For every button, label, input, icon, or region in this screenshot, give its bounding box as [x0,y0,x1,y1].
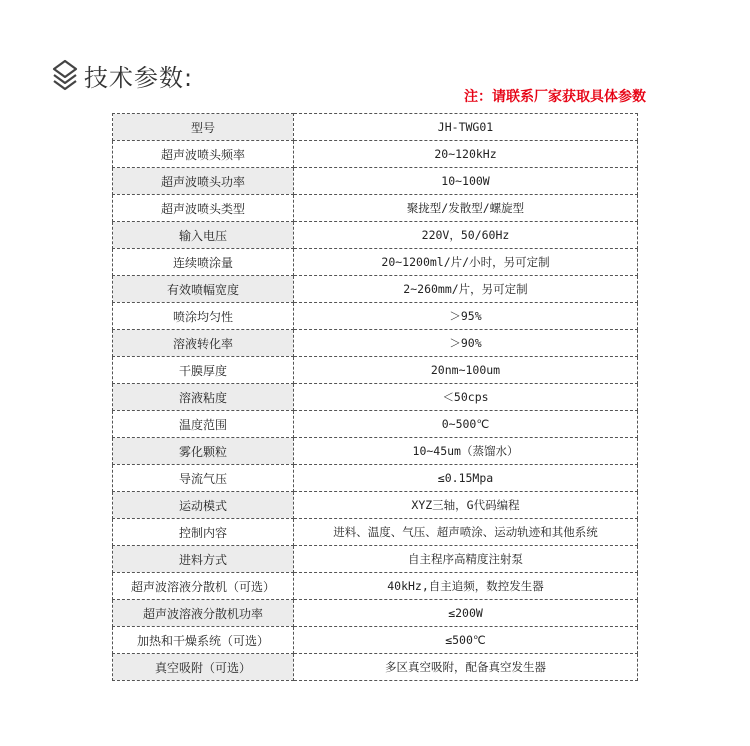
spec-value: 2~260mm/片，另可定制 [294,276,638,303]
spec-label: 控制内容 [113,519,294,546]
table-row [113,384,638,411]
spec-label: 超声波喷头频率 [113,141,294,168]
spec-value: 自主程序高精度注射泵 [294,546,638,573]
spec-label: 型号 [113,114,294,141]
spec-label: 温度范围 [113,411,294,438]
table-row [113,195,638,222]
table-row [113,465,638,492]
spec-value: JH-TWG01 [294,114,638,141]
spec-value: 20~120kHz [294,141,638,168]
table-row [113,546,638,573]
table-row [113,357,638,384]
spec-label: 超声波溶液分散机功率 [113,600,294,627]
table-row [113,627,638,654]
spec-label: 进料方式 [113,546,294,573]
spec-label: 连续喷涂量 [113,249,294,276]
spec-label: 溶液转化率 [113,330,294,357]
layered-diamond-icon [52,59,78,93]
spec-label: 超声波溶液分散机（可选） [113,573,294,600]
table-row [113,573,638,600]
spec-label: 雾化颗粒 [113,438,294,465]
table-row [113,276,638,303]
table-row [113,222,638,249]
spec-label: 导流气压 [113,465,294,492]
spec-value: ≤500℃ [294,627,638,654]
spec-value: 聚拢型/发散型/螺旋型 [294,195,638,222]
table-row [113,114,638,141]
section-title: 技术参数: [84,64,194,92]
spec-value: 20~1200ml/片/小时，另可定制 [294,249,638,276]
section-header [52,58,193,93]
contact-note: 注：请联系厂家获取具体参数 [464,89,646,105]
spec-value: 20nm~100um [294,357,638,384]
spec-value: 10~45um（蒸馏水） [294,438,638,465]
table-row [113,492,638,519]
spec-value: ＞90% [294,330,638,357]
spec-label: 超声波喷头功率 [113,168,294,195]
spec-label: 加热和干燥系统（可选） [113,627,294,654]
table-row [113,141,638,168]
spec-label: 输入电压 [113,222,294,249]
table-row [113,168,638,195]
table-row [113,438,638,465]
spec-label: 喷涂均匀性 [113,303,294,330]
spec-value: ＜50cps [294,384,638,411]
spec-value: ≤0.15Mpa [294,465,638,492]
table-row [113,330,638,357]
table-row [113,249,638,276]
table-row [113,303,638,330]
spec-label: 真空吸附（可选） [113,654,294,681]
spec-value: ＞95% [294,303,638,330]
spec-value: 0~500℃ [294,411,638,438]
spec-value: 进料、温度、气压、超声喷涂、运动轨迹和其他系统 [294,519,638,546]
spec-value: 多区真空吸附，配备真空发生器 [294,654,638,681]
spec-value: 40kHz,自主追频，数控发生器 [294,573,638,600]
spec-label: 有效喷幅宽度 [113,276,294,303]
table-row [113,411,638,438]
spec-label: 运动模式 [113,492,294,519]
table-row [113,654,638,681]
spec-value: ≤200W [294,600,638,627]
table-row [113,519,638,546]
spec-value: 10~100W [294,168,638,195]
spec-value: 220V，50/60Hz [294,222,638,249]
spec-label: 溶液粘度 [113,384,294,411]
spec-label: 干膜厚度 [113,357,294,384]
spec-label: 超声波喷头类型 [113,195,294,222]
table-row [113,600,638,627]
spec-value: XYZ三轴，G代码编程 [294,492,638,519]
spec-table [112,113,638,681]
